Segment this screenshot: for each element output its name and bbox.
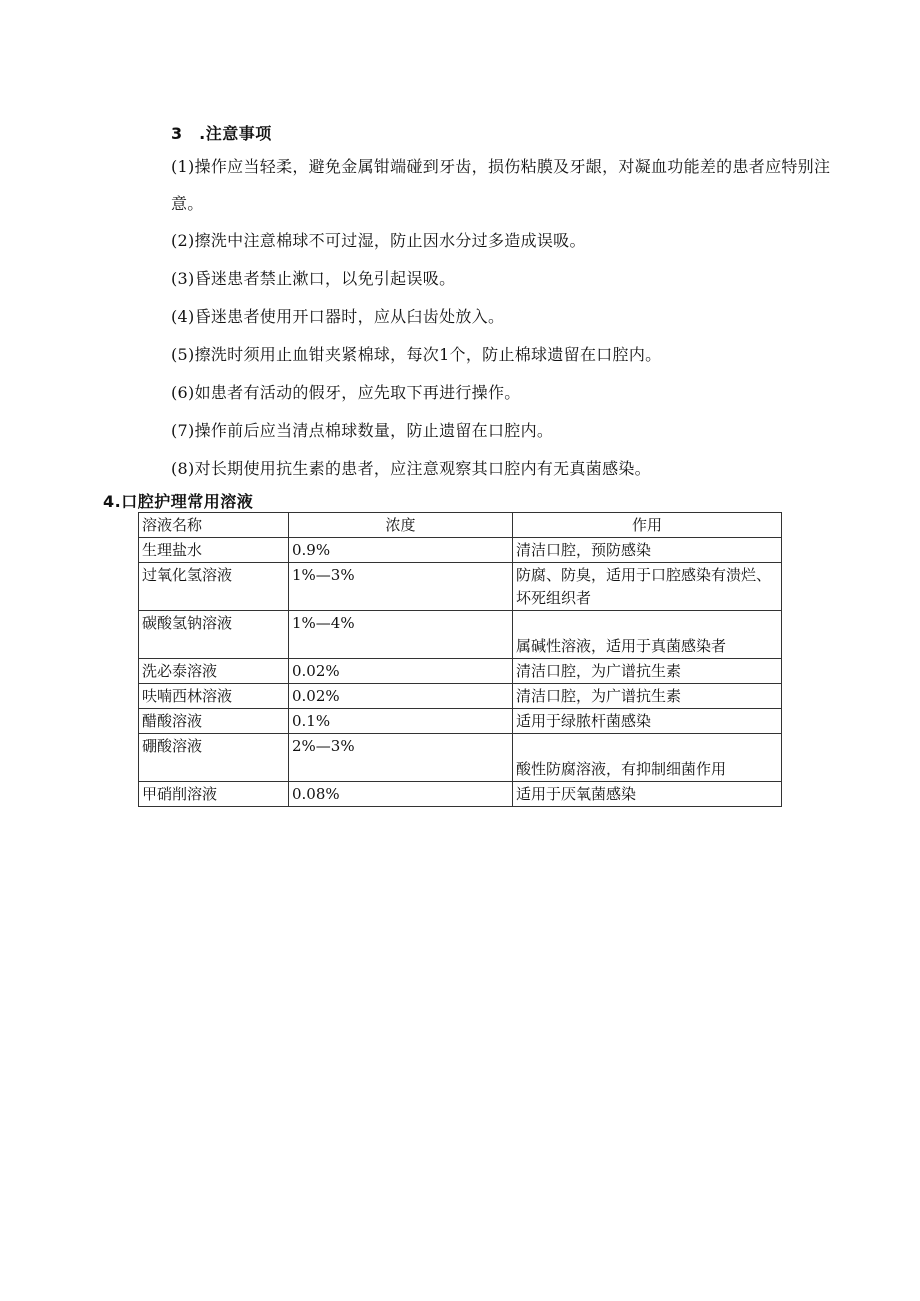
cell-effect: 适用于绿脓杆菌感染	[513, 709, 782, 734]
table-row	[139, 734, 782, 782]
precaution-item: (6)如患者有活动的假牙，应先取下再进行操作。	[171, 383, 521, 402]
table-row	[139, 684, 782, 709]
cell-solution-name: 洗必泰溶液	[139, 659, 289, 684]
cell-solution-name: 碳酸氢钠溶液	[139, 611, 289, 659]
precaution-item: (2)擦洗中注意棉球不可过湿，防止因水分过多造成误吸。	[171, 231, 586, 250]
cell-solution-name: 甲硝削溶液	[139, 782, 289, 807]
cell-concentration: 0.08%	[289, 782, 513, 807]
table-row	[139, 782, 782, 807]
cell-concentration: 0.1%	[289, 709, 513, 734]
cell-effect: 清洁口腔，预防感染	[513, 538, 782, 563]
cell-concentration: 1%—4%	[289, 611, 513, 659]
cell-solution-name: 硼酸溶液	[139, 734, 289, 782]
header-concentration: 浓度	[289, 513, 513, 538]
precaution-item: (7)操作前后应当清点棉球数量，防止遗留在口腔内。	[171, 421, 554, 440]
table-row	[139, 538, 782, 563]
cell-concentration: 2%—3%	[289, 734, 513, 782]
cell-effect: 清洁口腔，为广谱抗生素	[513, 684, 782, 709]
cell-solution-name: 醋酸溶液	[139, 709, 289, 734]
precaution-item: (8)对长期使用抗生素的患者，应注意观察其口腔内有无真菌感染。	[171, 459, 651, 478]
table-header-row	[139, 513, 782, 538]
cell-concentration: 1%—3%	[289, 563, 513, 611]
cell-effect: 清洁口腔，为广谱抗生素	[513, 659, 782, 684]
table-row	[139, 563, 782, 611]
cell-concentration: 0.02%	[289, 659, 513, 684]
precaution-item: (4)昏迷患者使用开口器时，应从臼齿处放入。	[171, 307, 505, 326]
precautions-list	[171, 156, 861, 496]
precaution-item: (5)擦洗时须用止血钳夹紧棉球，每次1个，防止棉球遗留在口腔内。	[171, 345, 662, 364]
cell-solution-name: 过氧化氢溶液	[139, 563, 289, 611]
cell-concentration: 0.02%	[289, 684, 513, 709]
section-4-heading: 4.口腔护理常用溶液	[103, 492, 254, 511]
precaution-item: (3)昏迷患者禁止漱口，以免引起误吸。	[171, 269, 456, 288]
table-row	[139, 709, 782, 734]
header-effect: 作用	[513, 513, 782, 538]
cell-effect: 防腐、防臭，适用于口腔感染有溃烂、坏死组织者	[513, 563, 782, 611]
cell-effect: 属碱性溶液，适用于真菌感染者	[513, 611, 782, 659]
cell-effect: 适用于厌氧菌感染	[513, 782, 782, 807]
precaution-item: (1)操作应当轻柔，避免金属钳端碰到牙齿，损伤粘膜及牙龈，对凝血功能差的患者应特别注意。	[171, 157, 831, 213]
header-solution-name: 溶液名称	[139, 513, 289, 538]
section-3-heading: 3 .注意事项	[171, 124, 272, 143]
cell-solution-name: 呋喃西林溶液	[139, 684, 289, 709]
table-row	[139, 611, 782, 659]
oral-care-solutions-table	[138, 512, 782, 807]
cell-concentration: 0.9%	[289, 538, 513, 563]
cell-solution-name: 生理盐水	[139, 538, 289, 563]
table-row	[139, 659, 782, 684]
cell-effect: 酸性防腐溶液，有抑制细菌作用	[513, 734, 782, 782]
